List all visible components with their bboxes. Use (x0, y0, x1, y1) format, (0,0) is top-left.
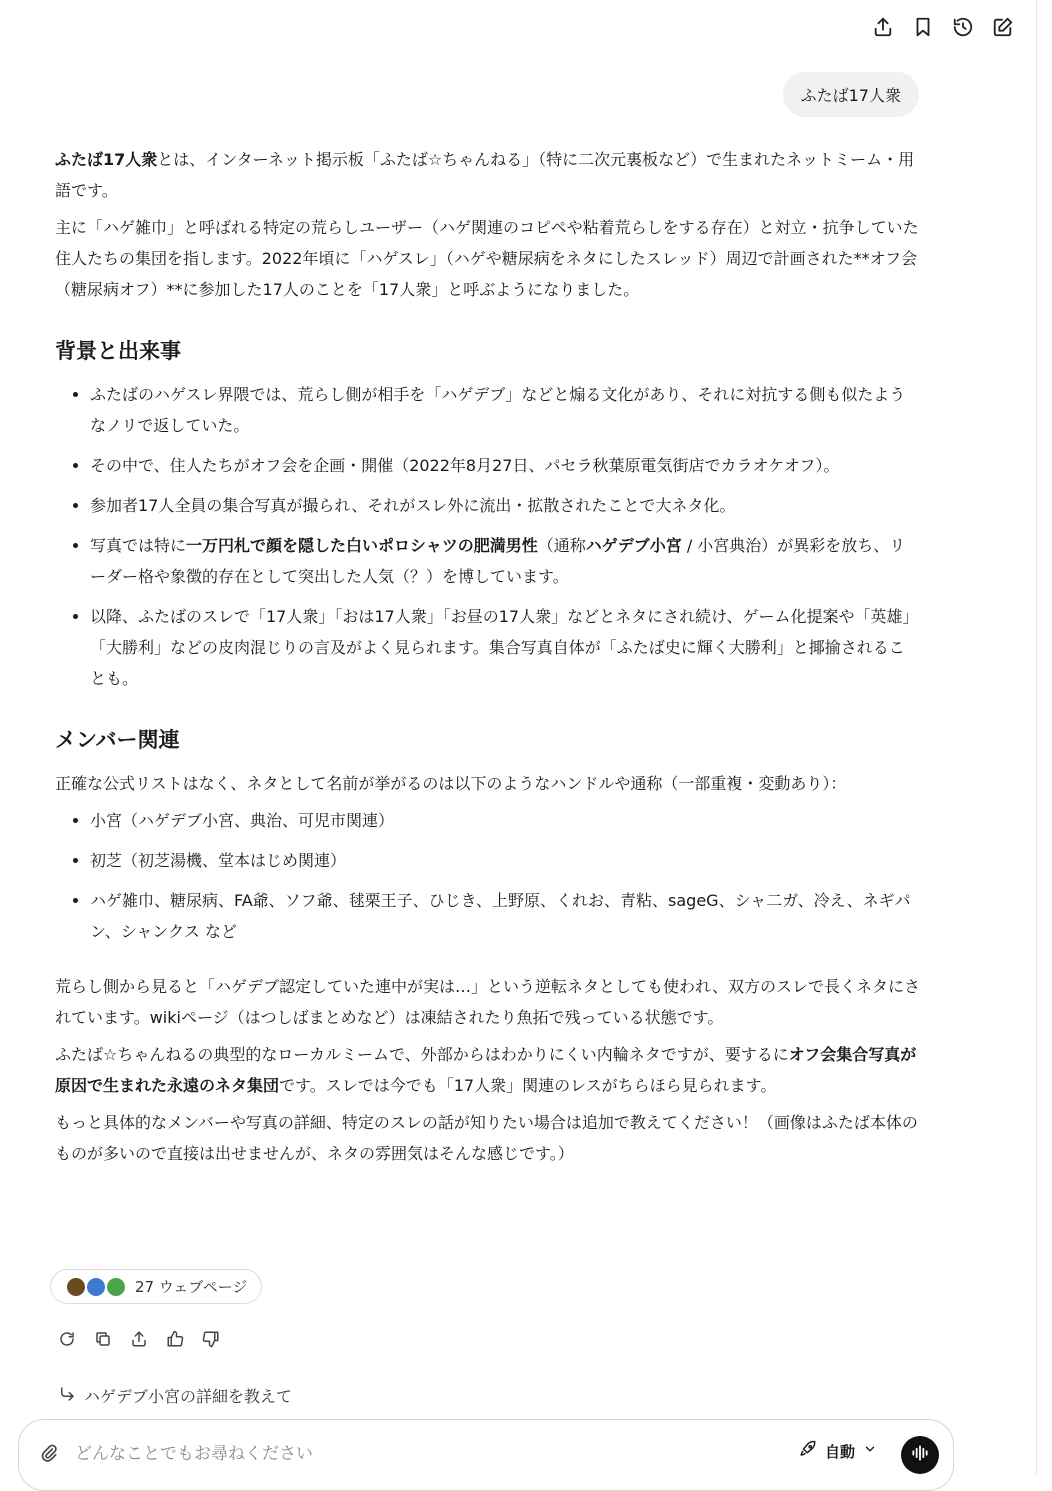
share-icon[interactable] (128, 1328, 150, 1350)
message-actions (56, 1328, 222, 1350)
source-favicon (67, 1278, 85, 1296)
section-heading-background: 背景と出来事 (55, 339, 181, 363)
paragraph-3: 荒らし側から見ると「ハゲデブ認定していた連中が実は…」という逆転ネタとしても使われ、双方のスレで長くネタにされています。wikiページ（はつしばまとめなど）は凍結されたり魚拓で残っている状態です。 (55, 977, 920, 1027)
mode-selector[interactable] (799, 1440, 877, 1462)
list-item: • 参加者17人全員の集合写真が撮られ、それがスレ外に流出・拡散されたことで大ネタ化。 (90, 490, 920, 521)
suggestion-text: ハゲデブ小宮の詳細を教えて (84, 1387, 293, 1406)
suggestion-followup[interactable] (58, 1384, 292, 1407)
thumbs-down-icon[interactable] (200, 1328, 222, 1350)
list-item: • その中で、住人たちがオフ会を企画・開催（2022年8月27日、パセラ秋葉原電気街店でカラオケオフ）。 (90, 450, 920, 481)
chat-composer (18, 1419, 954, 1491)
waveform-icon (910, 1443, 930, 1467)
source-favicon (87, 1278, 105, 1296)
user-message-bubble: ふたば17人衆 (783, 72, 919, 117)
paperclip-icon[interactable] (39, 1442, 59, 1470)
rocket-icon (799, 1440, 817, 1462)
follow-up-arrow-icon (58, 1385, 76, 1407)
copy-icon[interactable] (92, 1328, 114, 1350)
list-item: • 以降、ふたばのスレで「17人衆」「おは17人衆」「お昼の17人衆」などとネタにされ続け、ゲーム化提案や「英雄」「大勝利」などの皮肉混じりの言及がよく見られます。集合写真自体が「ふたば史に輝く大勝利」と揶揄されることも。 (90, 601, 920, 694)
paragraph-4: ふたば☆ちゃんねるの典型的なローカルミームで、外部からはわかりにくい内輪ネタですが、要するにオフ会集合写真が原因で生まれた永遠のネタ集団です。スレでは今でも「17人衆」関連のレスがちらほら見られます。 (55, 1045, 917, 1095)
sources-label: 27 ウェブページ (135, 1278, 248, 1296)
scrollbar[interactable] (1036, 0, 1037, 1476)
regenerate-icon[interactable] (56, 1328, 78, 1350)
chat-input[interactable] (73, 1438, 677, 1470)
sources-button[interactable] (50, 1269, 262, 1304)
members-list (55, 805, 920, 947)
section-heading-members: メンバー関連 (55, 728, 180, 752)
term-bold: ふたば17人衆 (55, 150, 158, 169)
edit-icon[interactable] (988, 12, 1018, 42)
bookmark-icon[interactable] (908, 12, 938, 42)
share-icon[interactable] (868, 12, 898, 42)
assistant-response (55, 144, 920, 1175)
background-list (55, 379, 920, 694)
paragraph-2: 主に「ハゲ雑巾」と呼ばれる特定の荒らしユーザー（ハゲ関連のコピペや粘着荒らしをする存在）と対立・抗争していた住人たちの集団を指します。2022年頃に「ハゲスレ」（ハゲや糖尿病をネタにしたスレッド）周辺で計画された**オフ会（糖尿病オフ）**に参加した17人のことを「17人衆」と呼ぶようになりました。 (55, 218, 919, 299)
list-item: • ハゲ雑巾、糖尿病、FA爺、ソフ爺、毬栗王子、ひじき、上野原、くれお、青粘、sageG、シャ二ガ、冷え、ネギパン、シャンクス など (90, 885, 920, 947)
top-actions (868, 12, 1018, 42)
thumbs-up-icon[interactable] (164, 1328, 186, 1350)
list-item: • 小宮（ハゲデブ小宮、典治、可児市関連） (90, 805, 920, 836)
paragraph-5: もっと具体的なメンバーや写真の詳細、特定のスレの話が知りたい場合は追加で教えてください！（画像はふたば本体のものが多いので直接は出せませんが、ネタの雰囲気はそんな感じです。） (55, 1113, 918, 1163)
source-favicon (107, 1278, 125, 1296)
mode-label: 自動 (825, 1442, 856, 1461)
list-item: • 写真では特に一万円札で顔を隠した白いポロシャツの肥満男性（通称ハゲデブ小宮 / 小宮典治）が異彩を放ち、リーダー格や象徴的存在として突出した人気（？）を博しています。 (90, 530, 920, 592)
intro-paragraph (55, 144, 920, 206)
list-item: • ふたばのハゲスレ界隈では、荒らし側が相手を「ハゲデブ」などと煽る文化があり、それに対抗する側も似たようなノリで返していた。 (90, 379, 920, 441)
list-item: • 初芝（初芝湯機、堂本はじめ関連） (90, 845, 920, 876)
chevron-down-icon (863, 1442, 877, 1460)
voice-mode-button[interactable] (901, 1436, 939, 1474)
history-icon[interactable] (948, 12, 978, 42)
members-intro: 正確な公式リストはなく、ネタとして名前が挙がるのは以下のようなハンドルや通称（一部重複・変動あり）： (55, 774, 847, 793)
intro-text: とは、インターネット掲示板「ふたば☆ちゃんねる」（特に二次元裏板など）で生まれたネットミーム・用語です。 (55, 150, 915, 200)
